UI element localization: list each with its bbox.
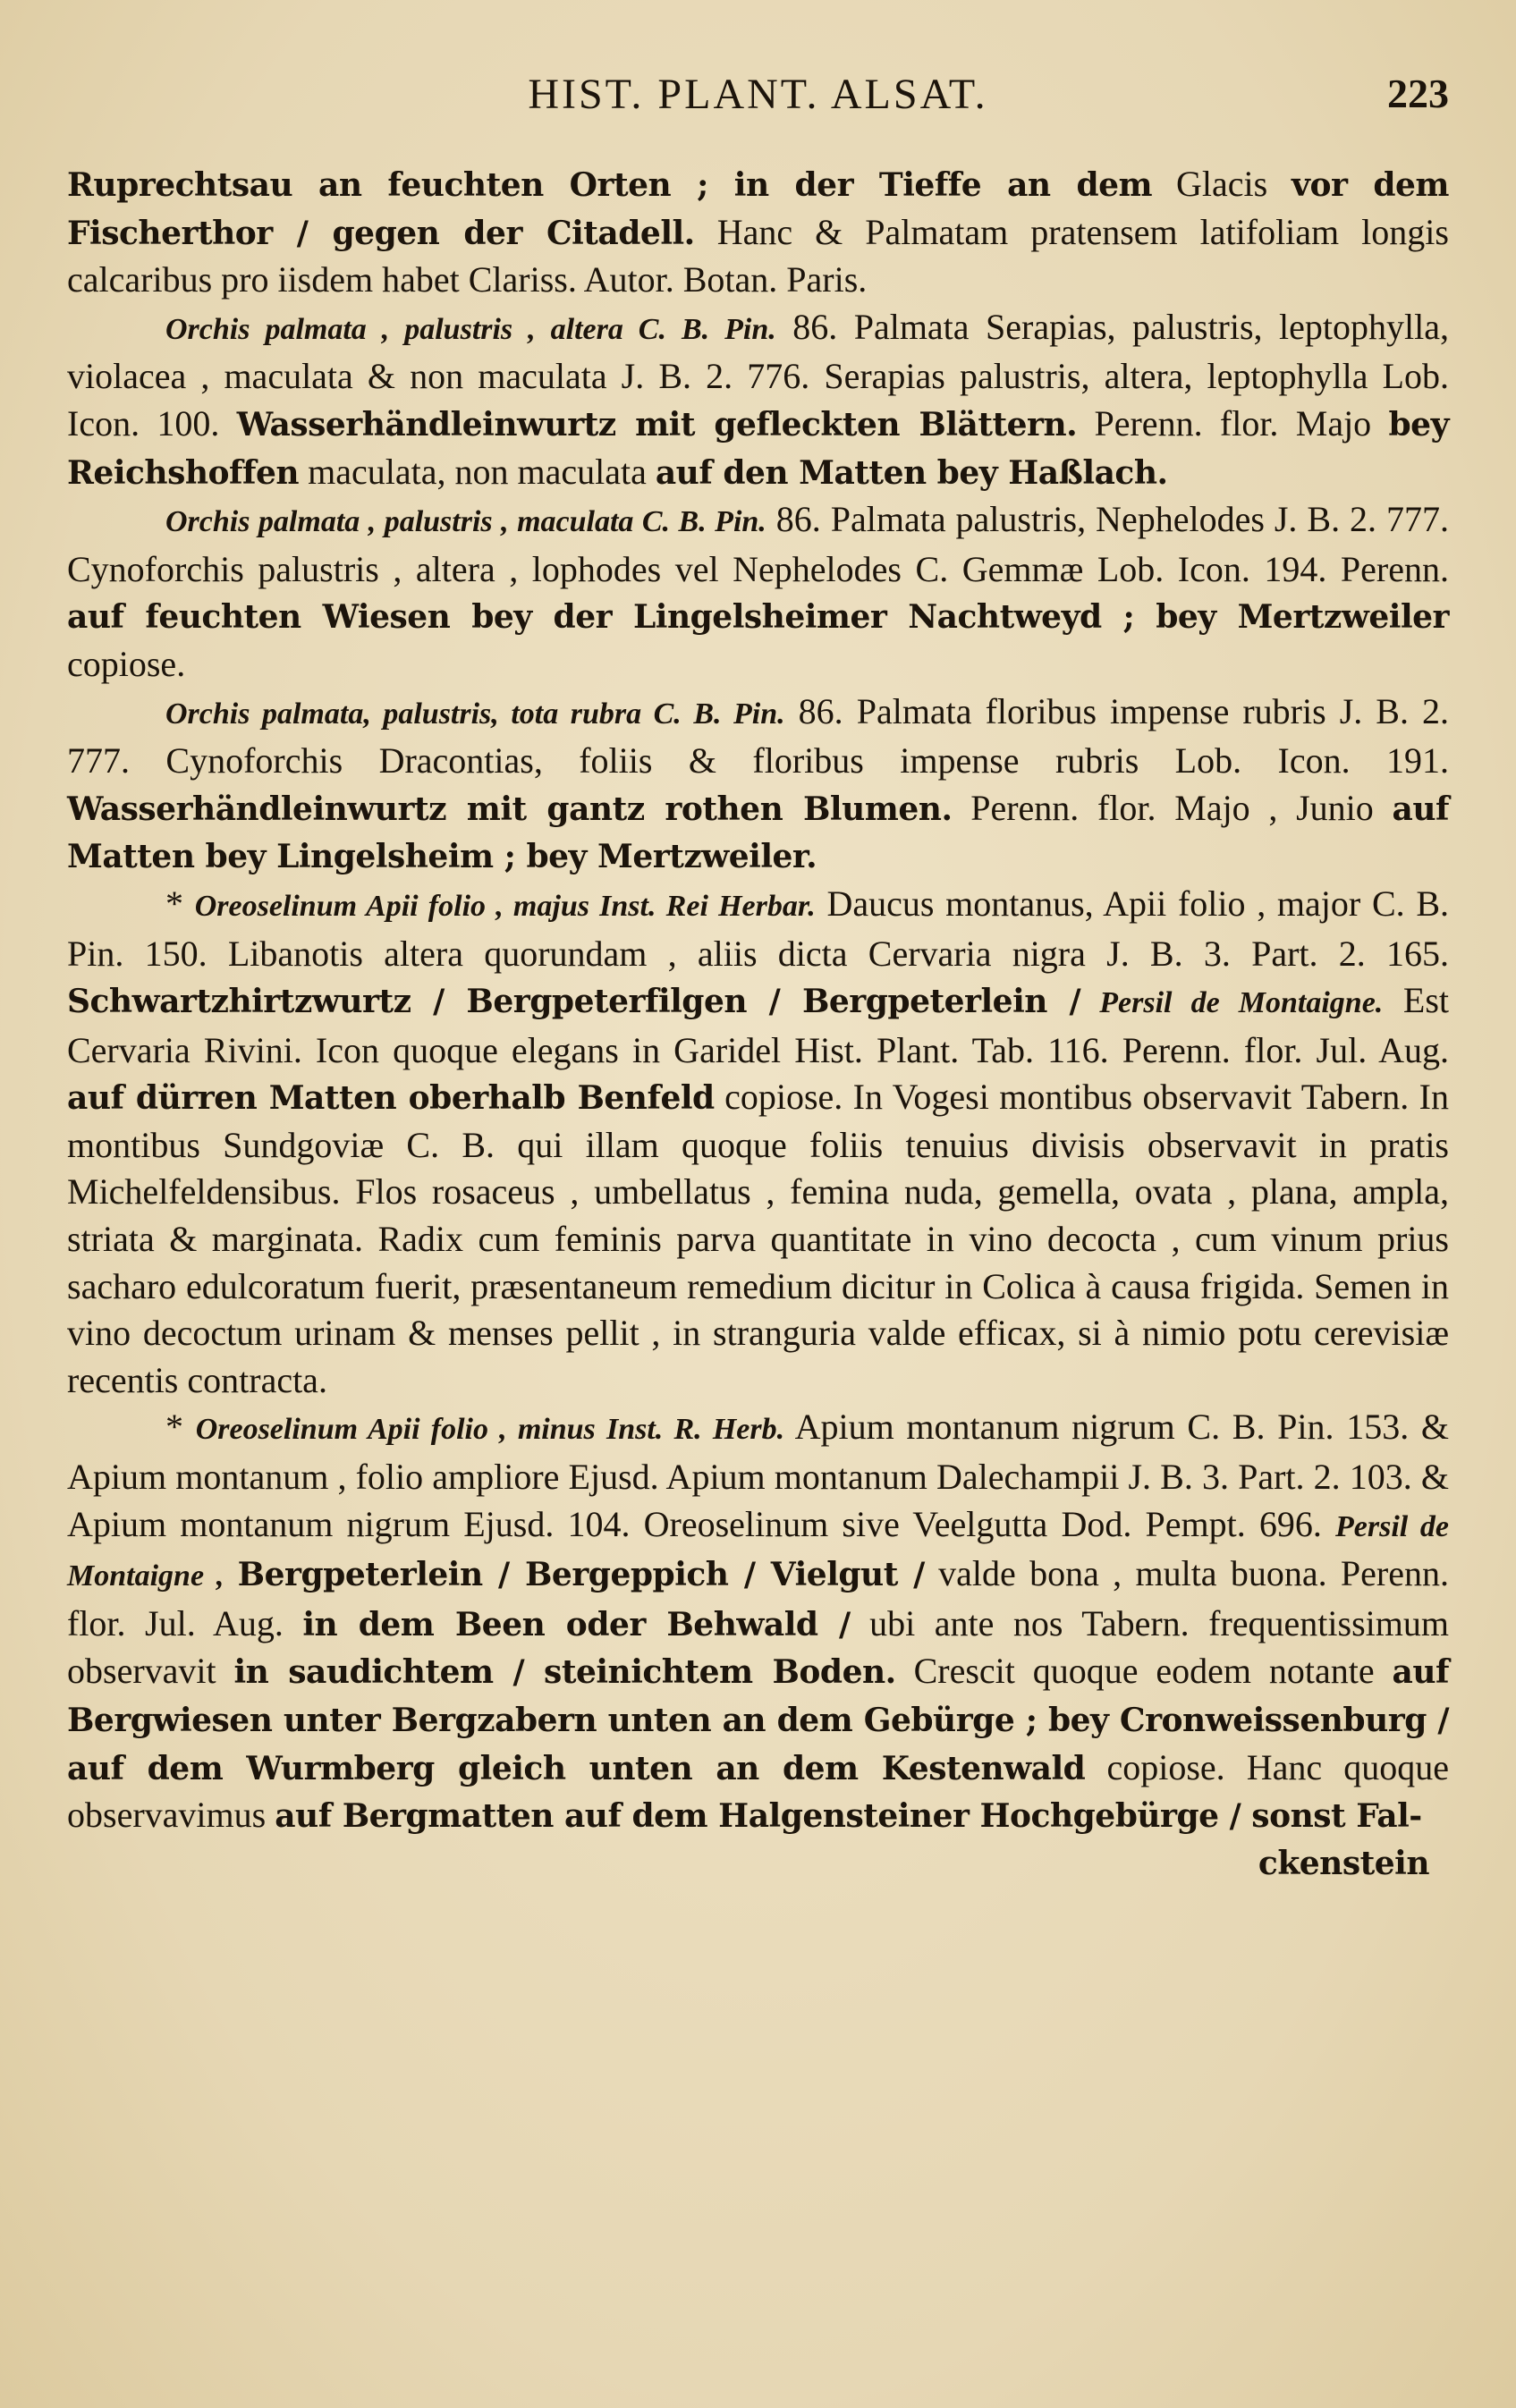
german-text: in dem Been oder Behwald / <box>302 1605 851 1643</box>
paragraph <box>67 689 1449 881</box>
latin-text: * <box>165 1407 196 1448</box>
german-text: in saudichtem / steinichtem Boden. <box>233 1653 896 1692</box>
german-text: auf Matten bey Lingelsheim ; bey Mertzweiler. <box>67 790 1450 876</box>
latin-text: Perenn. flor. Majo , Junio <box>952 787 1393 828</box>
italic-text: Orchis palmata, palustris, tota rubra C. B. Pin. <box>165 697 785 731</box>
page-body <box>67 161 1449 1887</box>
italic-text: Persil de Montaigne. <box>1080 986 1384 1020</box>
german-text: vor dem Fischerthor / gegen der Citadell. <box>67 166 1450 252</box>
german-text: auf Bergmatten auf dem Halgensteiner Hochgebürge / sonst Fal- <box>275 1797 1422 1836</box>
latin-text: copiose. Hanc quoque observavimus <box>67 1746 1449 1836</box>
paragraph <box>67 304 1449 496</box>
paragraph <box>67 161 1449 304</box>
latin-text: Glacis <box>1152 164 1292 204</box>
latin-text: valde bona , multa buona. Perenn. flor. Jul. Aug. <box>67 1553 1450 1643</box>
latin-text: Crescit quoque eodem notante <box>895 1651 1393 1692</box>
german-text: auf den Matten bey Haßlach. <box>655 453 1168 492</box>
latin-text <box>224 1553 237 1593</box>
latin-text: 86. Palmata floribus impense rubris J. B. 2. 777. Cynoforchis Dracontias, foliis & floribus impense rubris Lob. Icon. 191. <box>67 690 1449 782</box>
german-text: Ruprechtsau an feuchten Orten ; in der Tieffe an dem <box>67 166 1153 204</box>
german-text: Bergpeterlein / Bergeppich / Vielgut / <box>237 1556 925 1594</box>
latin-text: maculata, non maculata <box>299 451 656 492</box>
latin-text: ubi ante nos Tabern. frequentissimum observavit <box>67 1602 1449 1692</box>
italic-text: Persil de Montaigne , <box>67 1509 1449 1593</box>
german-text: Schwartzhirtzwurtz / Bergpeterfilgen / Bergpeterlein / <box>67 983 1081 1021</box>
german-text: auf dürren Matten oberhalb Benfeld <box>67 1079 715 1118</box>
german-text: bey Reichshoffen <box>67 405 1449 492</box>
catchword-line: ckenstein <box>1258 1844 1429 1882</box>
page-header <box>67 70 1449 132</box>
paragraph <box>67 1404 1449 1839</box>
latin-text: * <box>165 883 195 924</box>
german-text: auf Bergwiesen unter Bergzabern unten an dem Gebürge ; bey Cronweissenburg / auf dem Wurmberg gleich unten an dem Kestenwald <box>67 1653 1450 1787</box>
italic-text: Oreoselinum Apii folio , minus Inst. R. Herb. <box>195 1413 785 1447</box>
latin-text: 86. Palmata Serapias, palustris, leptophylla, violacea , maculata & non maculata J. B. 2. 776. Serapias palustris, altera, leptophylla Lob. Icon. 100. <box>67 306 1449 444</box>
italic-text: Oreoselinum Apii folio , majus Inst. Rei Herbar. <box>194 889 816 923</box>
german-text: auf feuchten Wiesen bey der Lingelsheimer Nachtweyd ; bey Mertzweiler <box>67 598 1449 637</box>
german-text: Wasserhändleinwurtz mit gefleckten Blättern. <box>236 405 1078 444</box>
latin-text: Apium montanum nigrum C. B. Pin. 153. & Apium montanum , folio ampliore Ejusd. Apium montanum Dalechampii J. B. 3. Part. 2. 103. & Apium montanum nigrum Ejusd. 104. Oreoselinum sive Veelgutta Dod. Pempt. 696. <box>67 1407 1449 1544</box>
latin-text: Hanc & Palmatam pratensem latifoliam longis calcaribus pro iisdem habet Clariss. Autor. Botan. Paris. <box>67 211 1449 300</box>
italic-text: Orchis palmata , palustris , altera C. B. Pin. <box>165 312 776 346</box>
latin-text: Perenn. flor. Majo <box>1077 402 1389 444</box>
latin-text: Daucus montanus, Apii folio , major C. B. Pin. 150. Libanotis altera quorundam , aliis dicta Cervaria nigra J. B. 3. Part. 2. 165. <box>67 883 1450 974</box>
running-title: HIST. PLANT. ALSAT. <box>528 71 988 118</box>
paragraph <box>67 881 1449 1405</box>
page-number: 223 <box>1387 71 1449 116</box>
latin-text: copiose. In Vogesi montibus observavit Tabern. In montibus Sundgoviæ C. B. qui illam quoque foliis tenuius divisis observavit in pratis Michelfeldensibus. Flos rosaceus , umbellatus , femina nuda, gemella, ovata , plana, ampla, striata & marginata. Radix cum feminis parva quantitate in vino decocta , cum vinum prius sacharo edulcoratum fuerit, præsentaneum remedium dicitur in Colica à causa frigida. Semen in vino decoctum urinam & menses pellit , in stranguria valde efficax, si à nimio potu cerevisiæ recentis contracta. <box>67 1077 1449 1400</box>
german-text: Wasserhändleinwurtz mit gantz rothen Blumen. <box>67 790 953 828</box>
paragraph <box>67 496 1449 688</box>
italic-text: Orchis palmata , palustris , maculata C. B. Pin. <box>165 505 766 539</box>
latin-text: Est Cervaria Rivini. Icon quoque elegans in Garidel Hist. Plant. Tab. 116. Perenn. flor. Jul. Aug. <box>67 980 1449 1070</box>
latin-text: 86. Palmata palustris, Nephelodes J. B. 2. 777. Cynoforchis palustris , altera , lophodes vel Nephelodes C. Gemmæ Lob. Icon. 194. Perenn. <box>67 499 1449 589</box>
latin-text: copiose. <box>67 643 186 684</box>
